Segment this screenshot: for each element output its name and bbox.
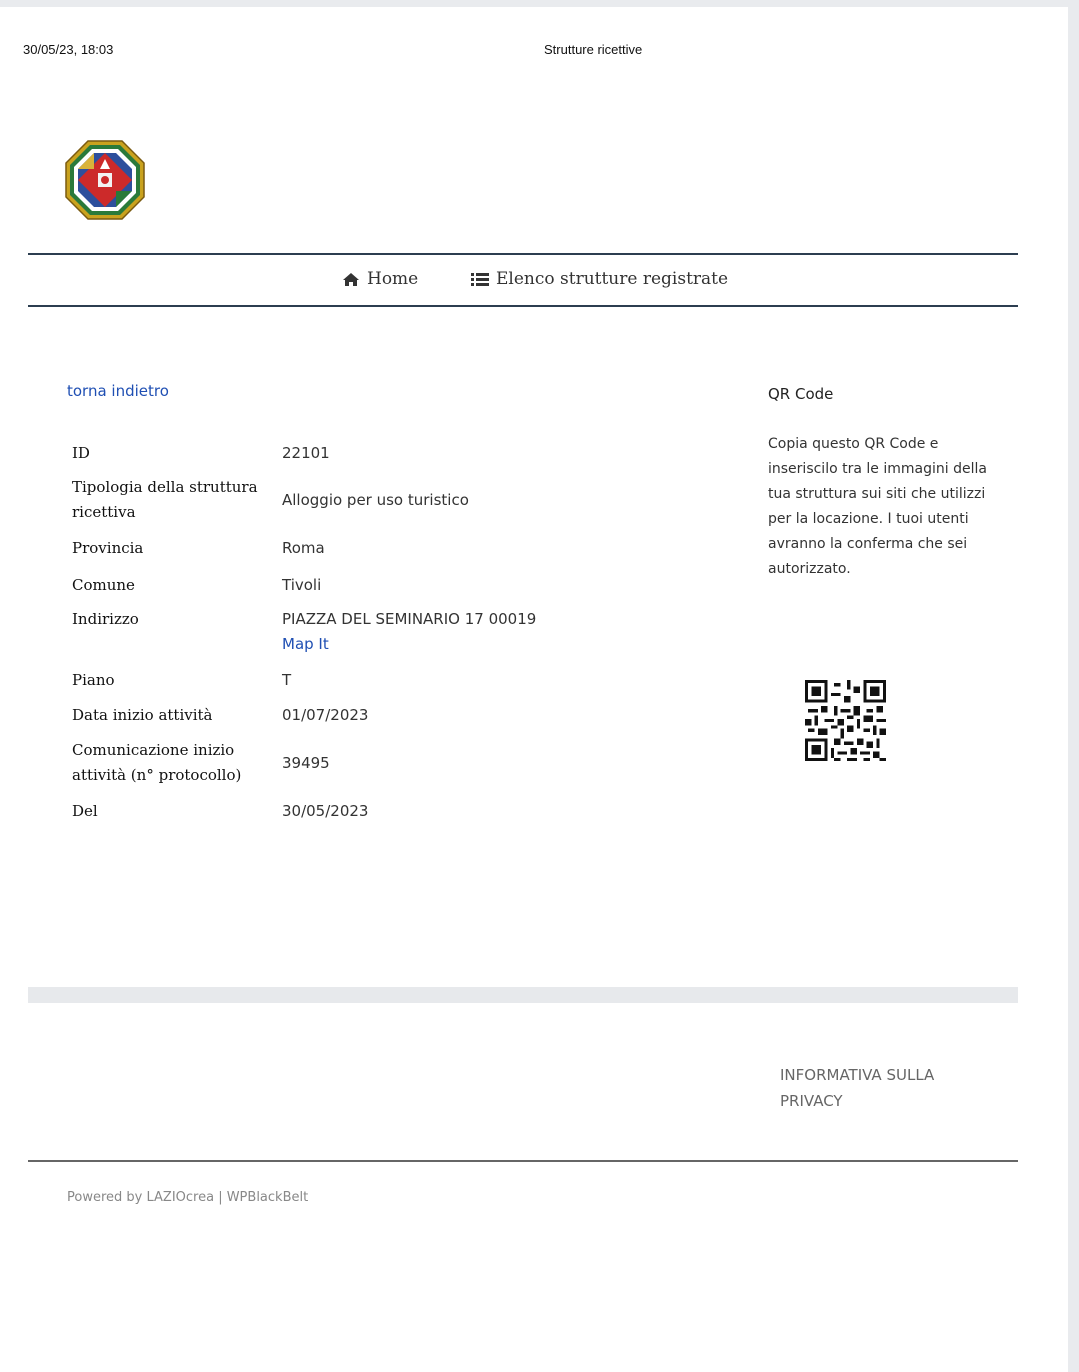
detail-label: Comune xyxy=(72,575,135,594)
detail-label: Tipologia della struttura ricettiva xyxy=(72,478,258,521)
table-row xyxy=(72,733,632,793)
detail-value-address xyxy=(282,603,632,663)
detail-value: 39495 xyxy=(282,753,330,772)
list-icon xyxy=(471,272,489,287)
privacy-policy-link[interactable]: INFORMATIVA SULLA PRIVACY xyxy=(780,1066,935,1110)
qr-title: QR Code xyxy=(768,385,834,403)
detail-label: Provincia xyxy=(72,538,144,557)
back-link[interactable]: torna indietro xyxy=(67,382,169,400)
nav-home[interactable] xyxy=(342,269,418,289)
detail-value: T xyxy=(282,670,292,689)
structure-details-table xyxy=(72,435,632,829)
table-row xyxy=(72,471,632,529)
table-row xyxy=(72,697,632,733)
table-row xyxy=(72,793,632,829)
footer-separator-bar xyxy=(28,987,1018,1003)
detail-label: ID xyxy=(72,443,90,462)
qr-description: Copia questo QR Code e inseriscilo tra le immagini della tua struttura sui siti che utilizzi per la locazione. I tuoi utenti avranno la conferma che sei autorizzato. xyxy=(768,436,987,577)
region-emblem-logo[interactable] xyxy=(64,139,146,221)
main-nav xyxy=(0,269,1068,299)
detail-label: Comunicazione inizio attività (n° protocollo) xyxy=(72,741,242,784)
table-row xyxy=(72,567,632,603)
detail-value: 22101 xyxy=(282,443,330,462)
powered-by-text: Powered by LAZIOcrea | WPBlackBelt xyxy=(67,1190,309,1205)
detail-value: Tivoli xyxy=(282,575,322,594)
print-datetime: 30/05/23, 18:03 xyxy=(23,42,114,57)
table-row xyxy=(72,529,632,567)
print-title: Strutture ricettive xyxy=(544,42,643,57)
detail-label: Data inizio attività xyxy=(72,705,213,724)
nav-top-divider xyxy=(28,253,1018,255)
detail-label: Del xyxy=(72,801,98,820)
table-row xyxy=(72,603,632,663)
table-row xyxy=(72,663,632,697)
nav-registered-list[interactable] xyxy=(471,269,728,289)
detail-value: Roma xyxy=(282,538,325,557)
address-text: PIAZZA DEL SEMINARIO 17 00019 xyxy=(282,610,537,628)
nav-registered-list-label: Elenco strutture registrate xyxy=(496,269,729,289)
detail-label: Indirizzo xyxy=(72,610,139,628)
footer-divider xyxy=(28,1160,1018,1162)
nav-home-label: Home xyxy=(367,269,419,289)
nav-bottom-divider xyxy=(28,305,1018,307)
detail-value: Alloggio per uso turistico xyxy=(282,490,469,509)
qr-code-image xyxy=(805,680,886,761)
detail-value: 01/07/2023 xyxy=(282,705,369,724)
detail-label: Piano xyxy=(72,670,115,689)
printed-page xyxy=(0,7,1068,1372)
map-it-link[interactable]: Map It xyxy=(282,635,329,653)
detail-value: 30/05/2023 xyxy=(282,801,369,820)
table-row xyxy=(72,435,632,471)
home-icon xyxy=(342,272,360,287)
